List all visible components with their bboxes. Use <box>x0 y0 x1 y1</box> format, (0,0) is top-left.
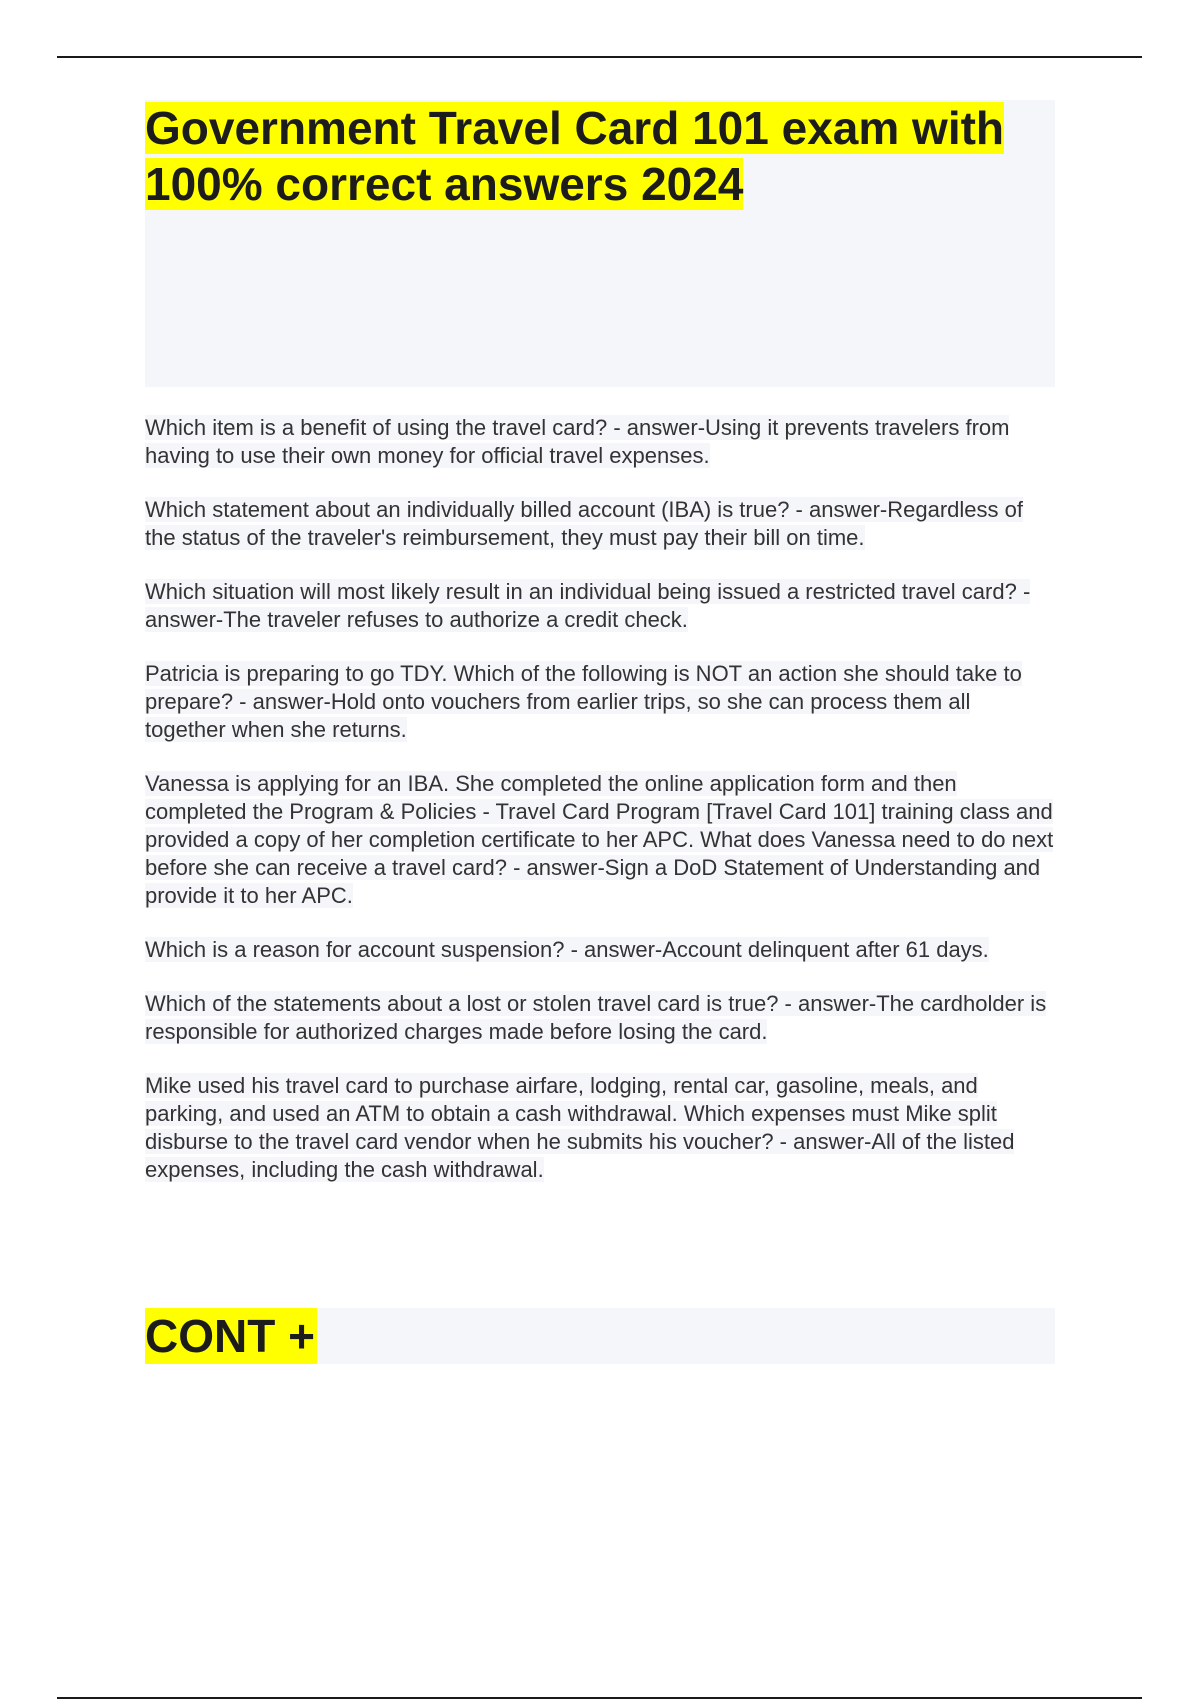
qa-item <box>145 936 1055 964</box>
qa-item-text: Patricia is preparing to go TDY. Which of the following is NOT an action she should take to prepare? - answer-Hold onto vouchers from earlier trips, so she can process them all together when she returns. <box>145 661 1022 742</box>
top-rule <box>57 56 1142 58</box>
page-title <box>145 100 1055 212</box>
qa-item-text: Which item is a benefit of using the travel card? - answer-Using it prevents travelers from having to use their own money for official travel expenses. <box>145 415 1010 468</box>
qa-list <box>145 414 1055 1210</box>
qa-item-text: Which situation will most likely result in an individual being issued a restricted travel card? - answer-The traveler refuses to authorize a credit check. <box>145 579 1031 632</box>
qa-item <box>145 496 1055 552</box>
qa-item <box>145 578 1055 634</box>
continuation-block <box>145 1308 1055 1364</box>
title-block <box>145 100 1055 387</box>
qa-item <box>145 770 1055 910</box>
qa-item-text: Which is a reason for account suspension? - answer-Account delinquent after 61 days. <box>145 937 989 962</box>
qa-item-text: Which of the statements about a lost or stolen travel card is true? - answer-The cardholder is responsible for authorized charges made before losing the card. <box>145 991 1047 1044</box>
continuation-label: CONT + <box>145 1310 315 1362</box>
bottom-rule <box>57 1697 1142 1699</box>
page-title-text: Government Travel Card 101 exam with 100% correct answers 2024 <box>145 102 1005 210</box>
qa-item-text: Which statement about an individually billed account (IBA) is true? - answer-Regardless of the status of the traveler's reimbursement, they must pay their bill on time. <box>145 497 1023 550</box>
qa-item <box>145 1072 1055 1184</box>
qa-item <box>145 660 1055 744</box>
qa-item <box>145 990 1055 1046</box>
qa-item-text: Mike used his travel card to purchase airfare, lodging, rental car, gasoline, meals, and parking, and used an ATM to obtain a cash withdrawal. Which expenses must Mike split disburse to the travel card vendor when he submits his voucher? - answer-All of the listed expenses, including the cash withdrawal. <box>145 1073 1015 1182</box>
qa-item <box>145 414 1055 470</box>
qa-item-text: Vanessa is applying for an IBA. She completed the online application form and then completed the Program & Policies - Travel Card Program [Travel Card 101] training class and provided a copy of her completion certificate to her APC. What does Vanessa need to do next before she can receive a travel card? - answer-Sign a DoD Statement of Understanding and provide it to her APC. <box>145 771 1054 908</box>
